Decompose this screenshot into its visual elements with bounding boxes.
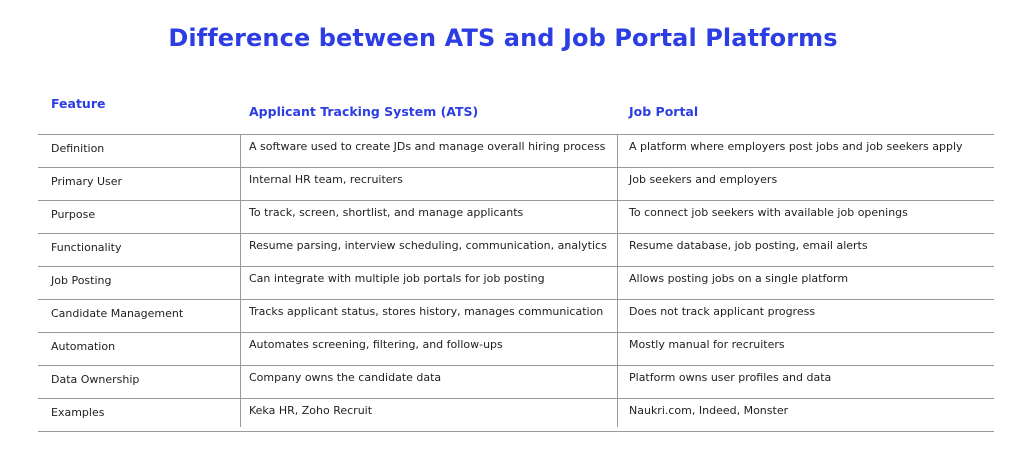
- ats-cell: Keka HR, Zoho Recruit: [249, 404, 373, 417]
- job-portal-cell: Allows posting jobs on a single platform: [629, 272, 849, 285]
- job-portal-cell: Mostly manual for recruiters: [629, 338, 785, 351]
- job-portal-cell: Resume database, job posting, email alerts: [629, 239, 868, 252]
- table-row: [38, 200, 994, 233]
- job-portal-cell: Does not track applicant progress: [629, 305, 816, 318]
- job-portal-cell: A platform where employers post jobs and job seekers apply: [629, 140, 963, 153]
- ats-cell: A software used to create JDs and manage overall hiring process: [249, 140, 606, 153]
- ats-cell: Company owns the candidate data: [249, 371, 442, 384]
- table-row: [38, 365, 994, 398]
- ats-cell: To track, screen, shortlist, and manage applicants: [249, 206, 524, 219]
- header-ats: Applicant Tracking System (ATS): [249, 104, 479, 119]
- feature-cell: Automation: [51, 340, 116, 353]
- ats-cell: Tracks applicant status, stores history, manages communication: [249, 305, 604, 318]
- column-divider: [617, 134, 618, 427]
- ats-cell: Internal HR team, recruiters: [249, 173, 403, 186]
- comparison-table: [38, 134, 994, 432]
- job-portal-cell: Naukri.com, Indeed, Monster: [629, 404, 789, 417]
- feature-cell: Job Posting: [51, 274, 112, 287]
- feature-cell: Candidate Management: [51, 307, 184, 320]
- table-row: [38, 167, 994, 200]
- feature-cell: Data Ownership: [51, 373, 140, 386]
- feature-cell: Definition: [51, 142, 105, 155]
- feature-cell: Primary User: [51, 175, 123, 188]
- header-job-portal: Job Portal: [629, 104, 699, 119]
- feature-cell: Purpose: [51, 208, 96, 221]
- ats-cell: Can integrate with multiple job portals for job posting: [249, 272, 545, 285]
- ats-cell: Resume parsing, interview scheduling, communication, analytics: [249, 239, 607, 252]
- job-portal-cell: To connect job seekers with available job openings: [629, 206, 908, 219]
- column-divider: [240, 134, 241, 427]
- feature-cell: Functionality: [51, 241, 122, 254]
- table-row: [38, 398, 994, 432]
- job-portal-cell: Platform owns user profiles and data: [629, 371, 832, 384]
- ats-cell: Automates screening, filtering, and follow-ups: [249, 338, 503, 351]
- feature-cell: Examples: [51, 406, 105, 419]
- table-row: [38, 134, 994, 167]
- table-row: [38, 299, 994, 332]
- job-portal-cell: Job seekers and employers: [629, 173, 778, 186]
- page-title: Difference between ATS and Job Portal Platforms: [168, 24, 838, 52]
- table-row: [38, 332, 994, 365]
- header-feature: Feature: [51, 96, 106, 111]
- table-row: [38, 233, 994, 266]
- table-row: [38, 266, 994, 299]
